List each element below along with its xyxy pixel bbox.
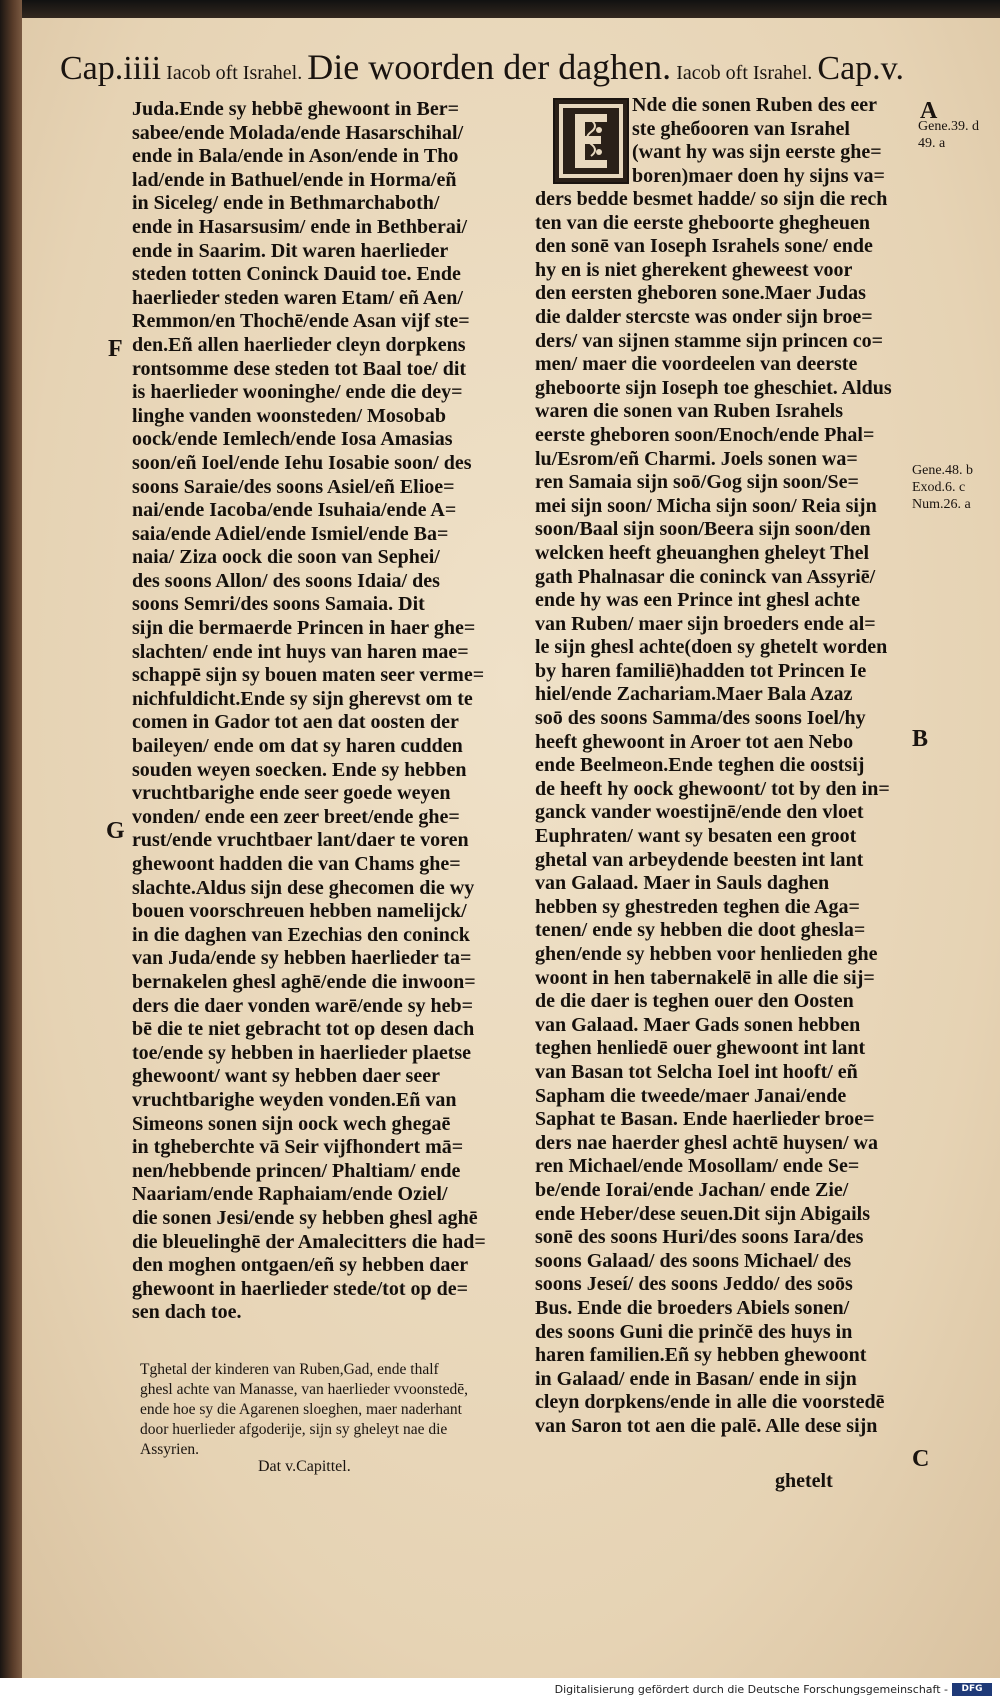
- text-line: vruchtbarighe ende seer goede weyen: [132, 782, 451, 805]
- text-line: sabee/ende Molada/ende Hasarschihal/: [132, 121, 464, 144]
- text-line: ende in Hasarsusim/ ende in Bethberai/: [132, 215, 468, 238]
- text-line: slachten/ ende int huys van haren mae=: [132, 640, 469, 663]
- text-line: nen/hebbende princen/ Phaltiam/ ende: [132, 1159, 461, 1182]
- text-line: haerlieder steden waren Etam/ eñ Aen/: [132, 286, 463, 309]
- text-line: linghe vanden woonsteden/ Mosobab: [132, 404, 446, 427]
- text-line: ende Beelmeon.Ende teghen die oostsij: [535, 754, 865, 777]
- text-line: hy en is niet gherekent gheweest voor: [535, 258, 853, 281]
- text-line: Bus. Ende die broeders Abiels sonen/: [535, 1296, 850, 1319]
- text-line: sijn die bermaerde Princen in haer ghe=: [132, 617, 476, 640]
- text-line: ren Samaia sijn soō/Gog sijn soon/Se=: [535, 471, 859, 494]
- text-line: slachte.Aldus sijn dese ghecomen die wy: [132, 876, 475, 899]
- text-line: eerste gheboren soon/Enoch/ende Phal=: [535, 423, 875, 446]
- summary-line: ghesl achte van Manasse, van haerlieder vvoonstedē,: [140, 1381, 468, 1398]
- text-line: gheboorte sijn Ioseph toe gheschiet. Aldus: [535, 376, 892, 399]
- text-line: hebben sy ghestreden teghen die Aga=: [535, 895, 860, 918]
- right-text-column: [535, 188, 915, 1438]
- text-line: toe/ende sy hebben in haerlieder plaetse: [132, 1041, 472, 1064]
- text-line: den moghen ontgaen/eñ sy hebben daer: [132, 1254, 469, 1277]
- margin-note-cross-references: [912, 462, 973, 513]
- section-marker-f: F: [108, 336, 123, 362]
- text-line: vonden/ ende een zeer breet/ende ghe=: [132, 805, 460, 828]
- text-line: souden weyen soecken. Ende sy hebben: [132, 758, 467, 781]
- text-line: soons Galaad/ des soons Michael/ des: [535, 1249, 852, 1272]
- text-line: de die daer is teghen ouer den Oosten: [535, 990, 854, 1013]
- section-marker-b: B: [912, 726, 929, 752]
- text-line: Naariam/ende Raphaiam/ende Oziel/: [132, 1183, 448, 1206]
- text-line: van Galaad. Maer Gads sonen hebben: [535, 1013, 861, 1036]
- running-head-left-chapter: Cap.iiii: [60, 50, 162, 87]
- margin-note-line: Exod.6. c: [912, 480, 966, 495]
- text-line: Juda.Ende sy hebbē ghewoont in Ber=: [132, 98, 460, 120]
- text-line: ste gheбooren van Israhel: [632, 117, 850, 140]
- text-line: in die daghen van Ezechias den coninck: [132, 923, 470, 946]
- text-line: hiel/ende Zachariam.Maer Bala Azaz: [535, 683, 853, 706]
- text-line: ghen/ende sy hebben voor henlieden ghe: [535, 943, 878, 965]
- text-line: lu/Esrom/eñ Charmi. Joels sonen wa=: [535, 447, 858, 470]
- text-line: ghewoont hadden die van Chams ghe=: [132, 853, 461, 875]
- text-line: des soons Guni die prinčē des huys in: [535, 1320, 853, 1343]
- text-line: rontsomme dese steden tot Baal toe/ dit: [132, 357, 467, 380]
- margin-note-line: Num.26. a: [912, 497, 971, 512]
- text-line: soon/eñ Ioel/ende Iehu Iosabie soon/ des: [132, 451, 472, 474]
- text-line: den.Eñ allen haerlieder cleyn dorpkens: [132, 333, 466, 356]
- text-line: sen dach toe.: [132, 1301, 242, 1324]
- running-head-title: Die woorden der daghen.: [307, 47, 672, 87]
- summary-line: Tghetal der kinderen van Ruben,Gad, ende thalf: [140, 1361, 439, 1378]
- text-line: heeft ghewoont in Aroer tot aen Nebo: [535, 730, 854, 753]
- text-line: die bleuelinghē der Amalecitters die had=: [132, 1230, 486, 1253]
- chapter-summary: [140, 1360, 525, 1460]
- catchword: ghetelt: [775, 1470, 833, 1492]
- text-line: boren)maer doen hy sijns va=: [632, 164, 885, 187]
- text-line: ren Michael/ende Mosollam/ ende Se=: [535, 1155, 860, 1178]
- text-line: soons Semri/des soons Samaia. Dit: [132, 593, 425, 616]
- text-line: van Galaad. Maer in Sauls daghen: [535, 872, 830, 895]
- book-spine: [0, 0, 22, 1701]
- text-line: die sonen Jesi/ende sy hebben ghesl aghē: [132, 1206, 478, 1229]
- text-line: in Siceleg/ ende in Bethmarchaboth/: [132, 192, 440, 215]
- text-line: gath Phalnasar die coninck van Assyriē/: [535, 565, 876, 588]
- dfg-logo: DFG: [952, 1683, 992, 1696]
- text-line: ganck vander woestijnē/ende den vloet: [535, 801, 864, 824]
- text-line: ders die daer vonden warē/ende sy heb=: [132, 994, 474, 1017]
- text-line: in tgheberchte vā Seir vijfhondert mā=: [132, 1136, 464, 1159]
- text-line: welcken heeft gheuanghen gheleyt Thel: [535, 541, 870, 564]
- summary-line: Assyrien.: [140, 1441, 199, 1458]
- text-line: le sijn ghesl achte(doen sy ghetelt worden: [535, 636, 888, 659]
- text-line: Simeons sonen sijn oock wech ghegaē: [132, 1112, 451, 1135]
- text-line: is haerlieder wooninghe/ ende die dey=: [132, 381, 463, 404]
- text-line: cleyn dorpkens/ende in alle die voorstedē: [535, 1391, 885, 1414]
- text-line: by haren familiē)hadden tot Princen Ie: [535, 659, 867, 682]
- text-line: ten van die eerste gheboorte ghegheuen: [535, 211, 870, 234]
- text-line: haren familien.Eñ sy hebben ghewoont: [535, 1344, 867, 1367]
- text-line: Remmon/en Thochē/ende Asan vijf ste=: [132, 310, 470, 333]
- text-line: be/ende Iorai/ende Jachan/ ende Zie/: [535, 1178, 849, 1201]
- text-line: saia/ende Adiel/ende Ismiel/ende Ba=: [132, 522, 449, 545]
- text-line: ghetal van arbeydende beesten int lant: [535, 848, 864, 871]
- text-line: die dalder stercste was onder sijn broe=: [535, 305, 873, 328]
- text-line: soons Saraie/des soons Asiel/eñ Elioe=: [132, 475, 455, 498]
- text-line: mei sijn soon/ Micha sijn soon/ Reia sijn: [535, 494, 877, 517]
- margin-note-line: 49. a: [918, 136, 946, 151]
- text-line: Sapham die tweede/maer Janai/ende: [535, 1084, 847, 1107]
- text-line: steden totten Coninck Dauid toe. Ende: [132, 263, 461, 286]
- chapter-title: Dat v.Capittel.: [258, 1458, 351, 1475]
- margin-note-line: Gene.39. d: [918, 119, 980, 134]
- text-line: de heeft hy oock ghewoont/ tot by den in=: [535, 777, 890, 800]
- text-line: woont in hen tabernakelē in alle die sij=: [535, 966, 875, 989]
- text-line: waren die sonen van Ruben Israhels: [535, 400, 844, 423]
- text-line: ghewoont/ want sy hebben daer seer: [132, 1065, 440, 1088]
- text-line: Nde die sonen Ruben des eer: [632, 94, 878, 116]
- running-head-right-chapter: Cap.v.: [817, 50, 904, 87]
- text-line: vruchtbarighe weyden vonden.Eñ van: [132, 1088, 457, 1111]
- section-marker-c: C: [912, 1446, 930, 1472]
- decorated-initial: [553, 98, 629, 184]
- text-line: oock/ende Iemlech/ende Iosa Amasias: [132, 428, 453, 451]
- summary-line: ende hoe sy die Agarenen sloeghen, maer naderhant: [140, 1401, 462, 1418]
- text-line: van Saron tot aen die palē. Alle dese sijn: [535, 1414, 878, 1437]
- text-line: van Juda/ende sy hebben haerlieder ta=: [132, 947, 472, 970]
- margin-note-genesis: [918, 118, 979, 152]
- text-line: lad/ende in Bathuel/ende in Horma/eñ: [132, 168, 457, 191]
- text-line: soon/Baal sijn soon/Beera sijn soon/den: [535, 518, 871, 541]
- text-line: den sonē van Ioseph Israhels sone/ ende: [535, 235, 873, 258]
- summary-line: door huerlieder afgoderije, sijn sy gheleyt nae die: [140, 1421, 448, 1438]
- text-line: bernakelen ghesl aghē/ende die inwoon=: [132, 970, 476, 993]
- text-line: in Galaad/ ende in Basan/ ende in sijn: [535, 1367, 857, 1390]
- footer-credit: Digitalisierung gefördert durch die Deutsche Forschungsgemeinschaft -: [554, 1683, 948, 1696]
- running-head-left-subject: Iacob oft Israhel.: [166, 62, 303, 84]
- section-marker-g: G: [106, 818, 125, 844]
- text-line: ders bedde besmet hadde/ so sijn die rech: [535, 188, 888, 210]
- text-line: bouen voorschreuen hebben namelijck/: [132, 900, 467, 923]
- text-line: ende hy was een Prince int ghesl achte: [535, 589, 860, 612]
- section-marker-a: A: [920, 98, 938, 124]
- text-line: van Basan tot Selcha Ioel int hooft/ eñ: [535, 1060, 858, 1083]
- text-line: sonē des soons Huri/des soons Iara/des: [535, 1226, 864, 1249]
- text-line: soons Jeseí/ des soons Jeddo/ des soōs: [535, 1273, 853, 1296]
- text-line: nai/ende Iacoba/ende Isuhaia/ende A=: [132, 499, 457, 522]
- text-line: naia/ Ziza oock die soon van Sephei/: [132, 546, 440, 569]
- margin-note-line: Gene.48. b: [912, 463, 974, 478]
- right-column-opening: [632, 94, 917, 188]
- decorated-initial-e-icon: [555, 100, 627, 182]
- text-line: men/ maer die voordeelen van deerste: [535, 353, 858, 376]
- text-line: comen in Gador tot aen dat oosten der: [132, 711, 459, 734]
- text-line: ders/ van sijnen stamme sijn princen co=: [535, 329, 884, 352]
- text-line: Saphat te Basan. Ende haerlieder broe=: [535, 1108, 875, 1131]
- text-line: baileyen/ ende om dat sy haren cudden: [132, 735, 463, 758]
- text-line: soō des soons Samma/des soons Ioel/hy: [535, 707, 866, 730]
- text-line: ghewoont in haerlieder stede/tot op de=: [132, 1277, 469, 1300]
- text-line: ende Heber/dese seuen.Dit sijn Abigails: [535, 1202, 871, 1225]
- text-line: teghen henliedē ouer ghewoont int lant: [535, 1037, 866, 1060]
- text-line: ende in Saarim. Dit waren haerlieder: [132, 239, 449, 262]
- text-line: Euphraten/ want sy besaten een groot: [535, 825, 857, 848]
- text-line: den eersten gheboren sone.Maer Judas: [535, 282, 866, 305]
- text-line: (want hy was sijn eerste ghe=: [632, 141, 882, 164]
- running-head: [60, 46, 940, 96]
- text-line: bē die te niet gebracht tot op desen dach: [132, 1018, 475, 1041]
- text-line: rust/ende vruchtbaer lant/daer te voren: [132, 829, 469, 852]
- text-line: schappē sijn sy bouen maten seer verme=: [132, 664, 485, 687]
- text-line: nichfuldicht.Ende sy sijn gherevst om te: [132, 687, 473, 710]
- text-line: van Ruben/ maer sijn broeders ende al=: [535, 612, 876, 635]
- catchword-container: [775, 1470, 875, 1494]
- text-line: tenen/ ende sy hebben die doot ghesla=: [535, 919, 866, 942]
- left-text-column: [132, 98, 532, 1325]
- text-line: ders nae haerder ghesl achtē huysen/ wa: [535, 1131, 878, 1154]
- text-line: ende in Bala/ende in Ason/ende in Tho: [132, 145, 459, 168]
- text-line: des soons Allon/ des soons Idaia/ des: [132, 569, 440, 592]
- running-head-right-subject: Iacob oft Israhel.: [676, 62, 813, 84]
